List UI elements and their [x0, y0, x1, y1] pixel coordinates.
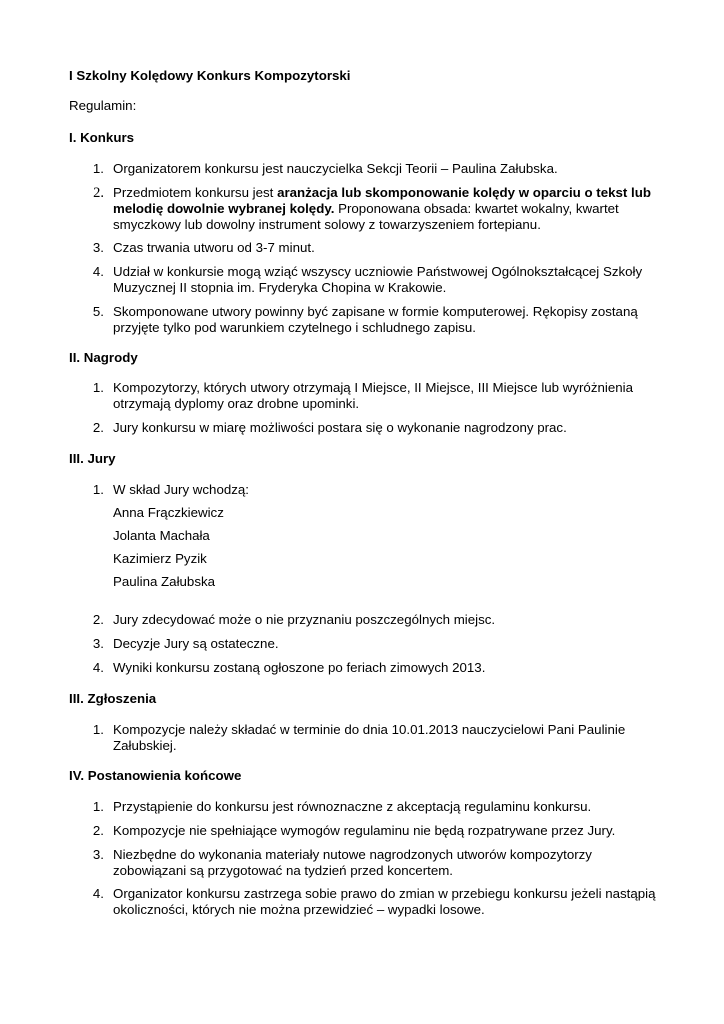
list-text: Niezbędne do wykonania materiały nutowe nagrodzonych utworów kompozytorzy zobowiązani są przygotować na tydzień przed koncertem.	[113, 847, 592, 878]
list-number: 2.	[92, 420, 104, 435]
list-text: Organizatorem konkursu jest nauczycielka Sekcji Teorii – Paulina Załubska.	[113, 161, 558, 176]
section-heading-nagrody: II. Nagrody	[69, 350, 138, 365]
text-prefix: Przedmiotem konkursu jest	[113, 185, 278, 200]
list-number: 2.	[92, 612, 104, 627]
list-number: 5.	[92, 304, 104, 319]
list-number: 1.	[92, 482, 104, 497]
list-number: 2.	[93, 185, 104, 201]
list-text: Jury zdecydować może o nie przyznaniu poszczególnych miejsc.	[113, 612, 496, 627]
list-number: 4.	[92, 660, 104, 675]
jury-member: Anna Frączkiewicz	[113, 505, 224, 520]
list-text: Organizator konkursu zastrzega sobie prawo do zmian w przebiegu konkursu jeżeli nastąpią okoliczności, których nie można przewidzieć – wypadki losowe.	[113, 886, 656, 917]
list-text: Wyniki konkursu zostaną ogłoszone po feriach zimowych 2013.	[113, 660, 486, 675]
text-bold: aranżacja lub skomponowanie kolędy w oparciu o tekst lub melodię dowolnie wybranej kolędy.	[113, 185, 651, 216]
list-number: 3.	[92, 636, 104, 651]
jury-member: Jolanta Machała	[113, 528, 210, 543]
list-text: Kompozytorzy, których utwory otrzymają I Miejsce, II Miejsce, III Miejsce lub wyróżnienia otrzymają dyplomy oraz drobne upominki.	[113, 380, 633, 411]
list-text: W skład Jury wchodzą:	[113, 482, 249, 497]
text-suffix: Proponowana obsada: kwartet wokalny, kwartet smyczkowy lub dowolny instrument solowy z towarzyszeniem fortepianu.	[113, 201, 619, 232]
jury-member: Kazimierz Pyzik	[113, 551, 207, 566]
list-number: 1.	[92, 799, 104, 814]
section-heading-postanowienia: IV. Postanowienia końcowe	[69, 768, 242, 783]
list-number: 2.	[92, 823, 104, 838]
list-text: Kompozycje nie spełniające wymogów regulaminu nie będą rozpatrywane przez Jury.	[113, 823, 616, 838]
list-text: Czas trwania utworu od 3-7 minut.	[113, 240, 315, 255]
list-number: 1.	[92, 161, 104, 176]
list-number: 4.	[92, 264, 104, 279]
section-heading-jury: III. Jury	[69, 451, 116, 466]
list-number: 1.	[92, 722, 104, 737]
section-heading-konkurs: I. Konkurs	[69, 130, 135, 145]
document-intro: Regulamin:	[69, 98, 137, 113]
jury-member: Paulina Załubska	[113, 574, 216, 589]
list-text: Decyzje Jury są ostateczne.	[113, 636, 279, 651]
list-text: Przystąpienie do konkursu jest równoznaczne z akceptacją regulaminu konkursu.	[113, 799, 592, 814]
list-number: 3.	[92, 240, 104, 255]
list-text: Jury konkursu w miarę możliwości postara się o wykonanie nagrodzony prac.	[113, 420, 567, 435]
list-number: 3.	[92, 847, 104, 862]
list-text	[113, 185, 660, 233]
list-text: Udział w konkursie mogą wziąć wszyscy uczniowie Państwowej Ogólnokształcącej Szkoły Muzycznej II stopnia im. Fryderyka Chopina w Krakowie.	[113, 264, 643, 295]
document-title: I Szkolny Kolędowy Konkurs Kompozytorski	[69, 68, 351, 83]
list-number: 4.	[92, 886, 104, 901]
list-number: 1.	[92, 380, 104, 395]
section-heading-zgloszenia: III. Zgłoszenia	[69, 691, 157, 706]
list-text: Skomponowane utwory powinny być zapisane w formie komputerowej. Rękopisy zostaną przyjęte tylko pod warunkiem czytelnego i schludnego zapisu.	[113, 304, 638, 335]
list-text: Kompozycje należy składać w terminie do dnia 10.01.2013 nauczycielowi Pani Paulinie Załubskiej.	[113, 722, 626, 753]
